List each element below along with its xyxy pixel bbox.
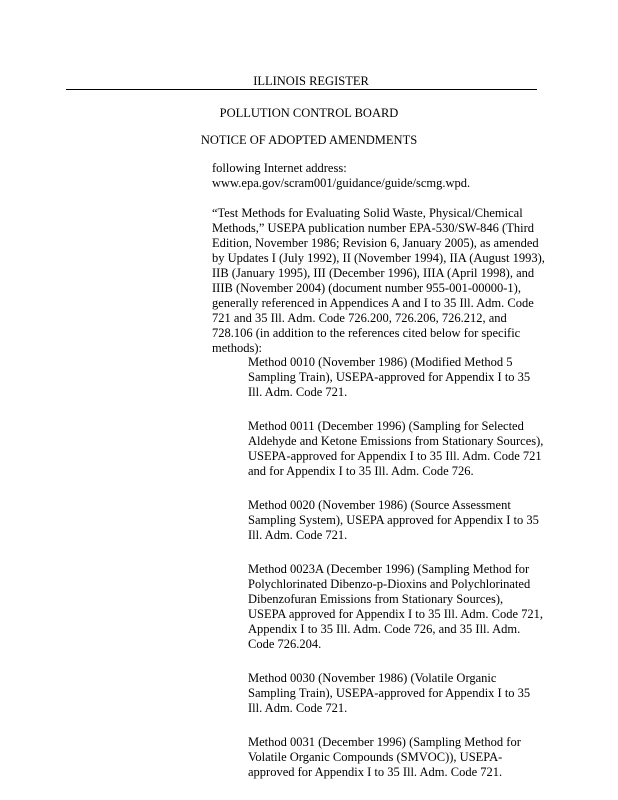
text-line: Method 0023A (December 1996) (Sampling Method for	[248, 562, 530, 576]
text-line: Method 0011 (December 1996) (Sampling for Selected	[248, 419, 524, 433]
methods-list	[248, 355, 548, 799]
text-line: USEPA approved for Appendix I to 35 Ill. Adm. Code 721,	[248, 607, 544, 621]
text-line: Code 726.204.	[248, 637, 322, 651]
text-line: Methods,” USEPA publication number EPA-530/SW-846 (Third	[212, 221, 534, 235]
board-title: POLLUTION CONTROL BOARD	[219, 106, 399, 120]
text-line: Dibenzofuran Emissions from Stationary Sources),	[248, 592, 504, 606]
header-rule	[66, 89, 537, 90]
method-entry	[248, 735, 548, 780]
intro-paragraph	[212, 161, 542, 191]
register-title: ILLINOIS REGISTER	[253, 74, 369, 88]
text-line: and for Appendix I to 35 Ill. Adm. Code 726.	[248, 464, 474, 478]
reference-paragraph	[212, 206, 545, 356]
text-line: methods):	[212, 341, 262, 355]
text-line: www.epa.gov/scram001/guidance/guide/scmg.wpd.	[212, 176, 471, 190]
method-entry	[248, 498, 548, 543]
text-line: Appendix I to 35 Ill. Adm. Code 726, and 35 Ill. Adm.	[248, 622, 521, 636]
text-line: Aldehyde and Ketone Emissions from Stationary Sources),	[248, 434, 544, 448]
text-line: Method 0030 (November 1986) (Volatile Organic	[248, 671, 497, 685]
text-line: Method 0020 (November 1986) (Source Assessment	[248, 498, 511, 512]
text-line: following Internet address:	[212, 161, 347, 175]
text-line: 721 and 35 Ill. Adm. Code 726.200, 726.206, 726.212, and	[212, 311, 507, 325]
text-line: Method 0031 (December 1996) (Sampling Method for	[248, 735, 521, 749]
text-line: Ill. Adm. Code 721.	[248, 528, 348, 542]
text-line: Edition, November 1986; Revision 6, January 2005), as amended	[212, 236, 539, 250]
text-line: Ill. Adm. Code 721.	[248, 701, 348, 715]
text-line: Polychlorinated Dibenzo-p-Dioxins and Polychlorinated	[248, 577, 531, 591]
text-line: Sampling Train), USEPA-approved for Appendix I to 35	[248, 370, 531, 384]
text-line: Sampling Train), USEPA-approved for Appendix I to 35	[248, 686, 531, 700]
text-line: Ill. Adm. Code 721.	[248, 385, 348, 399]
text-line: Volatile Organic Compounds (SMVOC)), USEPA-	[248, 750, 503, 764]
text-line: USEPA-approved for Appendix I to 35 Ill. Adm. Code 721	[248, 449, 542, 463]
text-line: IIIB (November 2004) (document number 955-001-00000-1),	[212, 281, 521, 295]
text-line: generally referenced in Appendices A and I to 35 Ill. Adm. Code	[212, 296, 534, 310]
text-line: “Test Methods for Evaluating Solid Waste, Physical/Chemical	[212, 206, 523, 220]
text-line: by Updates I (July 1992), II (November 1994), IIA (August 1993),	[212, 251, 545, 265]
method-entry	[248, 671, 548, 716]
text-line: Sampling System), USEPA approved for Appendix I to 35	[248, 513, 539, 527]
text-line: approved for Appendix I to 35 Ill. Adm. Code 721.	[248, 765, 503, 779]
text-line: Method 0010 (November 1986) (Modified Method 5	[248, 355, 513, 369]
method-entry	[248, 562, 548, 652]
method-entry	[248, 355, 548, 400]
text-line: 728.106 (in addition to the references cited below for specific	[212, 326, 521, 340]
method-entry	[248, 419, 548, 479]
text-line: IIB (January 1995), III (December 1996), IIIA (April 1998), and	[212, 266, 535, 280]
notice-title: NOTICE OF ADOPTED AMENDMENTS	[200, 133, 418, 147]
